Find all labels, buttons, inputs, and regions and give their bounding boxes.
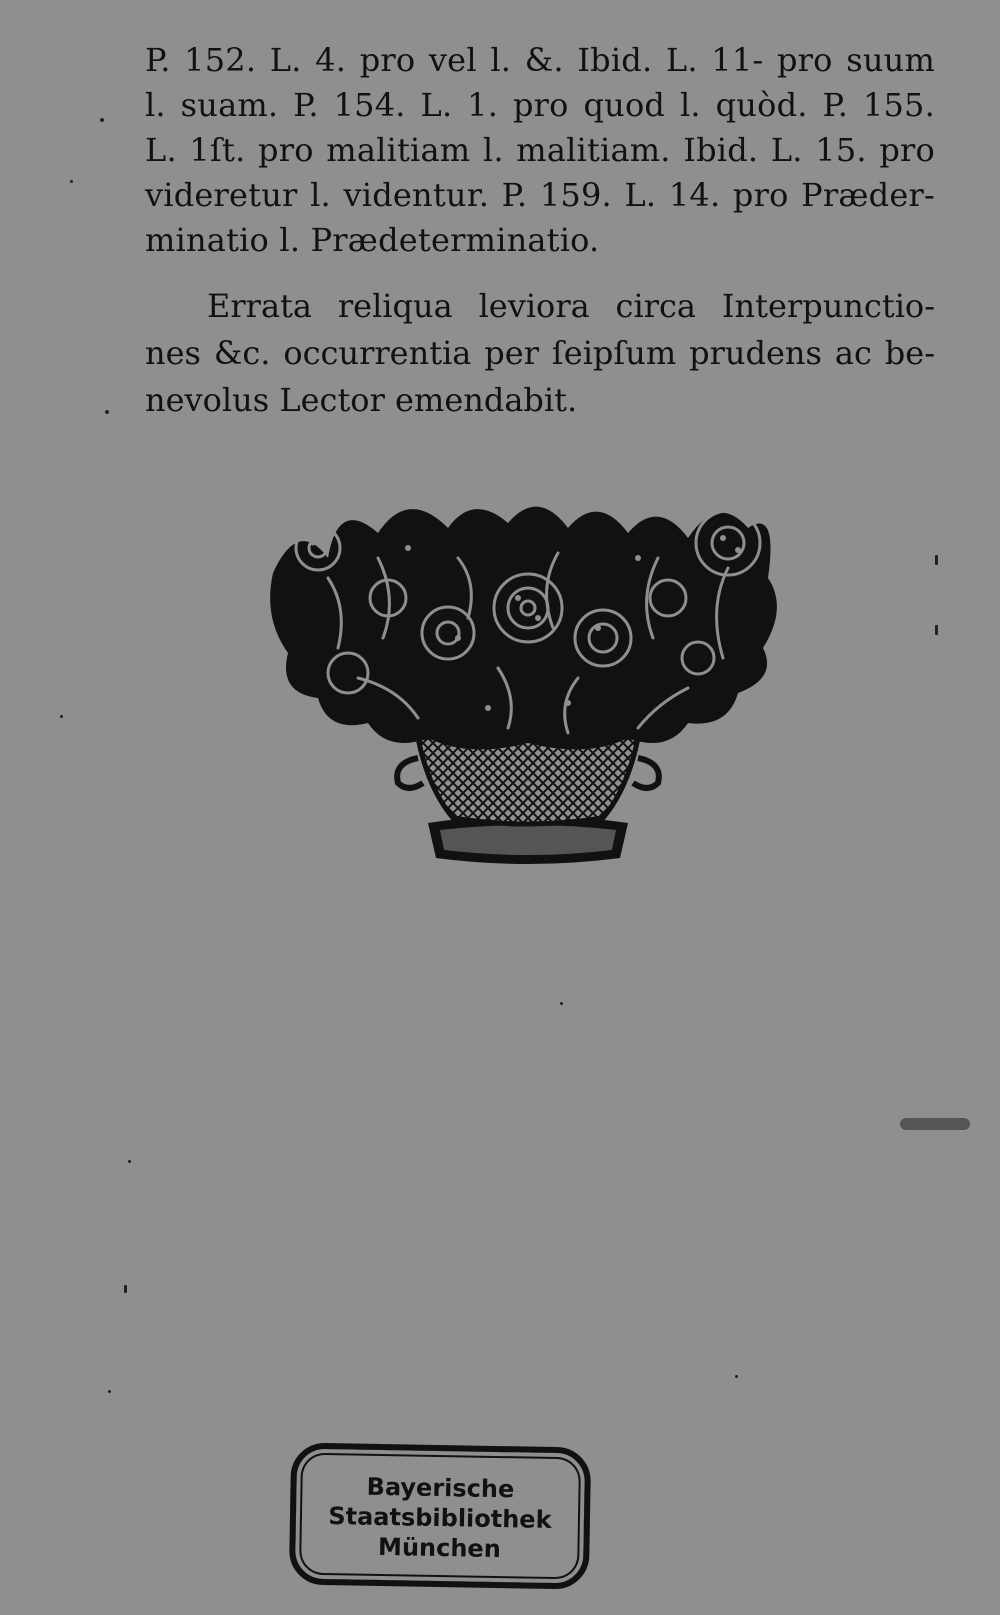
stamp-line-3: München bbox=[377, 1532, 502, 1564]
errata-list bbox=[145, 38, 935, 263]
stamp-line-2: Staatsbibliothek bbox=[328, 1502, 552, 1534]
errata-line: l. suam. P. 154. L. 1. pro quod l. quòd. P. 155. bbox=[145, 86, 935, 124]
errata-line: minatio l. Prædeterminatio. bbox=[145, 221, 600, 259]
paper-speck bbox=[60, 715, 63, 718]
flower-basket-icon bbox=[258, 488, 798, 888]
errata-line: videretur l. videntur. P. 159. L. 14. pro Præder- bbox=[145, 176, 935, 214]
errata-line: L. 1ſt. pro malitiam l. malitiam. Ibid. L. 15. pro bbox=[145, 131, 935, 169]
paper-speck bbox=[100, 118, 104, 122]
errata-line: P. 152. L. 4. pro vel l. &. Ibid. L. 11- pro suum bbox=[145, 41, 935, 79]
paper-speck bbox=[128, 1160, 131, 1163]
note-line: nes &c. occurrentia per ſeipſum prudens ac be- bbox=[145, 334, 935, 372]
note-line: Errata reliqua leviora circa Interpunctio- bbox=[207, 287, 935, 325]
note-line: nevolus Lector emendabit. bbox=[145, 381, 578, 419]
paper-speck bbox=[105, 410, 109, 414]
paper-speck bbox=[935, 555, 938, 565]
paper-speck bbox=[70, 180, 73, 183]
paper-speck bbox=[560, 1002, 563, 1005]
paper-speck bbox=[108, 1390, 111, 1393]
paper-speck bbox=[735, 1375, 738, 1378]
library-stamp bbox=[289, 1442, 591, 1589]
stamp-line-1: Bayerische bbox=[366, 1472, 515, 1504]
paper-speck bbox=[124, 1285, 127, 1293]
paper-speck bbox=[900, 1118, 970, 1130]
paper-speck bbox=[935, 625, 938, 635]
errata-note bbox=[145, 283, 935, 424]
